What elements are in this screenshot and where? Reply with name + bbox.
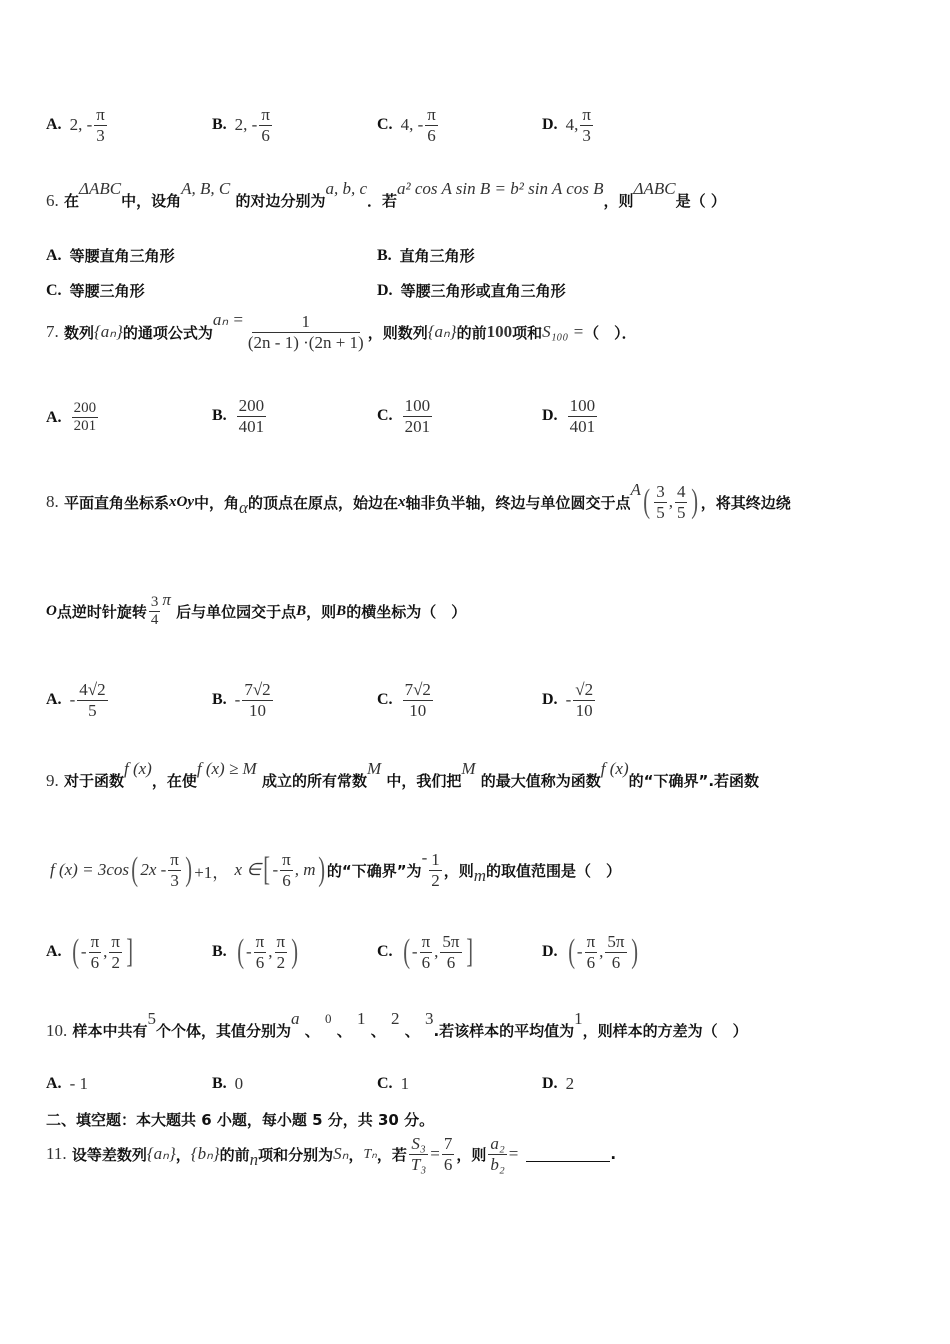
text: ， xyxy=(175,1145,191,1164)
q5-option-a[interactable] xyxy=(46,105,109,145)
bracket: ] xyxy=(465,933,473,971)
numerator: π xyxy=(586,932,596,951)
option-label: D. xyxy=(542,1075,558,1092)
text: 在 xyxy=(63,192,79,210)
fraction xyxy=(280,850,293,890)
math: {aₙ} xyxy=(427,322,457,342)
question-number: 10. xyxy=(46,1020,68,1040)
bracket: ) xyxy=(630,933,638,971)
q9-option-b[interactable]: B. ( - $\frac{\pi}{6}$ , $\frac{\pi}{2}$ ) xyxy=(212,932,299,972)
option-label: A. xyxy=(46,943,62,961)
q6-stem xyxy=(46,178,726,211)
numerator: π xyxy=(255,932,265,951)
math: m xyxy=(473,866,487,886)
math: f (x) = 3cos xyxy=(50,860,129,880)
denominator: 2 xyxy=(111,952,120,972)
right-paren: ) xyxy=(317,851,325,889)
q7-option-c[interactable] xyxy=(377,396,434,436)
numerator: 100 xyxy=(569,396,596,415)
q7-option-a[interactable] xyxy=(46,400,100,436)
denominator: 6 xyxy=(446,952,456,972)
q10-option-b[interactable] xyxy=(212,1074,243,1094)
numerator: π xyxy=(111,932,120,951)
bracket: ( xyxy=(71,933,79,971)
math: f (x) ≥ M xyxy=(196,758,257,778)
math: = xyxy=(508,1144,519,1164)
sign: - xyxy=(272,860,279,880)
denominator: 2 xyxy=(276,952,286,972)
math: x ∈ xyxy=(234,860,262,880)
q7-stem xyxy=(46,312,637,352)
fraction xyxy=(109,932,122,972)
option-label: B. xyxy=(212,943,227,961)
fraction xyxy=(275,932,288,972)
q8-option-a[interactable] xyxy=(46,680,110,720)
denominator: 4 xyxy=(150,612,159,629)
separator: 、 xyxy=(304,1022,320,1040)
option-prefix: 2, - xyxy=(69,115,93,135)
option-label: A. xyxy=(46,116,62,134)
q6-option-b[interactable] xyxy=(377,245,475,266)
right-paren: ) xyxy=(185,851,192,889)
denominator: 6 xyxy=(282,870,291,890)
sign: - xyxy=(565,690,572,710)
text: ，则 xyxy=(456,1145,487,1164)
math: B xyxy=(296,603,307,620)
sign: - xyxy=(421,848,428,868)
text: 中，我们把 xyxy=(386,772,462,790)
text: 轴非负半轴，终边与单位圆交于点 xyxy=(405,493,631,512)
text: 的通项公式为 xyxy=(122,323,213,342)
text: ，若 xyxy=(376,1145,407,1164)
bracket: ] xyxy=(126,933,134,971)
fraction xyxy=(605,932,626,972)
denominator: b₂ xyxy=(490,1154,505,1174)
math: α xyxy=(239,498,248,518)
question-number: 7. xyxy=(46,322,59,342)
separator: 、 xyxy=(336,1022,352,1040)
option-prefix: 4, xyxy=(565,115,579,135)
numerator: π xyxy=(170,850,179,869)
fraction xyxy=(94,105,107,145)
question-number: 9. xyxy=(46,770,59,790)
math: ΔABC xyxy=(633,178,676,198)
q11-stem xyxy=(46,1134,616,1174)
text: ，在使 xyxy=(151,772,197,790)
math: ΔABC xyxy=(79,178,122,198)
math: A xyxy=(630,480,641,500)
sign: - xyxy=(234,690,241,710)
option-value: 1 xyxy=(400,1074,410,1093)
math: 2x - xyxy=(140,860,167,880)
denominator: 6 xyxy=(261,125,270,145)
text: 的取值范围是（ ） xyxy=(486,861,622,880)
bracket: ) xyxy=(291,933,299,971)
text: 的横坐标为（ ） xyxy=(346,603,467,622)
option-prefix: 2, - xyxy=(234,115,258,135)
option-label: A. xyxy=(46,246,62,264)
text: ，则样本的方差为（ ） xyxy=(582,1022,748,1040)
option-label: B. xyxy=(377,246,392,264)
left-paren: ( xyxy=(131,851,139,889)
denominator: 6 xyxy=(255,952,265,972)
text: 项和分别为 xyxy=(258,1145,334,1164)
math: f (x) xyxy=(600,758,629,778)
text: .若该样本的平均值为 xyxy=(433,1022,575,1040)
q6-option-a[interactable] xyxy=(46,245,175,266)
text: 的前 xyxy=(456,323,487,342)
q6-option-d[interactable] xyxy=(377,280,566,301)
fraction xyxy=(409,1134,428,1174)
text: ，将其终边绕 xyxy=(700,493,791,512)
math: {aₙ} xyxy=(94,322,123,342)
question-number: 6. xyxy=(46,190,59,210)
denominator: 401 xyxy=(569,416,596,436)
option-value: 2 xyxy=(565,1074,575,1093)
math: 1 xyxy=(574,1008,583,1028)
denominator: 6 xyxy=(586,952,596,972)
numerator: a₂ xyxy=(490,1134,505,1153)
fraction xyxy=(425,105,438,145)
denominator: 5 xyxy=(656,502,665,522)
sign: - xyxy=(69,690,76,710)
text: 的前 xyxy=(219,1145,250,1164)
numerator: 200 xyxy=(238,396,265,415)
denominator: 6 xyxy=(443,1154,453,1174)
text: 后与单位园交于点 xyxy=(176,603,297,622)
math: 2 xyxy=(390,1008,400,1028)
text: ．若 xyxy=(367,192,398,210)
text: . xyxy=(610,1145,617,1164)
text: 平面直角坐标系 xyxy=(63,493,169,512)
option-label: C. xyxy=(377,116,393,134)
fraction xyxy=(403,396,433,436)
math: 1 xyxy=(356,1008,366,1028)
math: A, B, C xyxy=(181,178,231,198)
math: {aₙ} xyxy=(146,1144,176,1164)
denominator: (2n - 1) ·(2n + 1) xyxy=(247,332,364,352)
text: 是（ ） xyxy=(675,192,726,210)
text: 样本中共有 xyxy=(72,1022,148,1040)
denominator: 401 xyxy=(238,416,265,436)
option-label: D. xyxy=(542,691,558,709)
q10-option-d[interactable] xyxy=(542,1074,574,1094)
fraction xyxy=(440,932,461,972)
denominator: 10 xyxy=(249,700,267,720)
left-paren: ( xyxy=(643,483,650,521)
q9-option-c[interactable]: C. ( - $\frac{\pi}{6}$ , $\frac{5\pi}{6}$ ] xyxy=(377,932,473,972)
math: = xyxy=(430,1144,440,1164)
text: 中，设角 xyxy=(121,192,182,210)
math: a, b, c xyxy=(325,178,368,198)
fraction xyxy=(403,680,433,720)
numerator: √2 xyxy=(575,680,594,699)
fraction xyxy=(568,396,598,436)
fraction xyxy=(72,400,99,436)
denominator: 3 xyxy=(96,125,105,145)
fraction xyxy=(442,1134,455,1174)
bracket: ( xyxy=(567,933,575,971)
option-label: B. xyxy=(212,407,227,425)
fraction xyxy=(488,1134,506,1174)
q6-option-c[interactable] xyxy=(46,280,145,301)
denominator: 10 xyxy=(575,700,593,720)
option-text: 直角三角形 xyxy=(399,247,475,265)
numerator: π xyxy=(282,850,291,869)
numerator: 3 xyxy=(149,594,161,612)
math: Tₙ xyxy=(363,1146,377,1162)
fraction xyxy=(259,105,272,145)
q9-option-d[interactable]: D. ( - $\frac{\pi}{6}$ , $\frac{5\pi}{6}$ ) xyxy=(542,932,638,972)
numerator: π xyxy=(90,932,100,951)
math: {bₙ} xyxy=(190,1144,220,1164)
denominator: 6 xyxy=(611,952,621,972)
math: , m xyxy=(294,860,316,880)
bracket: ( xyxy=(402,933,410,971)
answer-blank[interactable] xyxy=(526,1147,610,1162)
option-label: D. xyxy=(377,281,393,299)
right-paren: ) xyxy=(691,483,699,521)
math: 3 xyxy=(424,1008,434,1028)
fraction xyxy=(585,932,598,972)
q9-stem-line1 xyxy=(46,758,760,791)
denominator: 3 xyxy=(582,125,591,145)
fraction xyxy=(242,680,272,720)
fraction xyxy=(168,850,181,890)
text: ，则数列 xyxy=(367,323,428,342)
text: 设等差数列 xyxy=(71,1145,147,1164)
denominator: 201 xyxy=(73,418,97,435)
denominator: T₃ xyxy=(410,1154,427,1174)
math: O xyxy=(46,603,57,620)
text: 100 xyxy=(486,322,513,342)
section-heading: 二、填空题：本大题共 6 小题，每小题 5 分，共 30 分。 xyxy=(46,1111,435,1129)
denominator: 6 xyxy=(90,952,100,972)
option-value: 0 xyxy=(234,1074,244,1093)
option-label: C. xyxy=(377,1075,393,1092)
numerator: 7 xyxy=(443,1134,453,1153)
option-label: A. xyxy=(46,1075,62,1092)
text: 的“下确界”.若函数 xyxy=(628,772,760,790)
text: 的最大值称为函数 xyxy=(480,772,601,790)
q9-stem-line2 xyxy=(50,850,621,890)
numerator: 1 xyxy=(252,312,361,333)
denominator: 3 xyxy=(170,870,179,890)
question-number: 11. xyxy=(46,1144,67,1164)
option-text: 等腰三角形 xyxy=(69,282,145,300)
denominator: 2 xyxy=(431,870,440,890)
bracket: ( xyxy=(236,933,244,971)
option-label: A. xyxy=(46,691,62,709)
denominator: 10 xyxy=(409,700,427,720)
q8-option-b[interactable] xyxy=(212,680,275,720)
math: Sₙ xyxy=(333,1144,349,1164)
q9-option-a[interactable]: A. ( - $\frac{\pi}{6}$ , $\frac{\pi}{2}$ ] xyxy=(46,932,134,972)
option-label: C. xyxy=(46,281,62,299)
option-label: C. xyxy=(377,407,393,425)
fraction xyxy=(89,932,102,972)
option-label: D. xyxy=(542,943,558,961)
numerator: π xyxy=(276,932,286,951)
text: 的顶点在原点，始边在 xyxy=(247,493,398,512)
text: 中，角 xyxy=(194,493,240,512)
text: ，则 xyxy=(306,603,337,622)
denominator: 5 xyxy=(676,502,686,522)
numerator: 5π xyxy=(607,932,625,951)
text: 成立的所有常数 xyxy=(261,772,367,790)
q10-option-a[interactable] xyxy=(46,1074,88,1094)
q10-stem xyxy=(46,1008,748,1041)
text: 数列 xyxy=(63,323,94,342)
math: a xyxy=(291,1008,300,1028)
option-label: C. xyxy=(377,943,393,961)
option-label: B. xyxy=(212,1075,227,1092)
text: 的对边分别为 xyxy=(235,192,326,210)
math: x xyxy=(397,493,406,510)
numerator: 7√2 xyxy=(244,680,271,699)
text: ，则 xyxy=(603,192,634,210)
option-prefix: 4, - xyxy=(400,115,424,135)
denominator: 6 xyxy=(427,125,436,145)
option-label: C. xyxy=(377,691,393,709)
math: M xyxy=(461,758,476,778)
numerator: π xyxy=(582,105,591,124)
option-label: B. xyxy=(212,116,227,134)
denominator: 6 xyxy=(421,952,431,972)
numerator: S₃ xyxy=(411,1134,426,1153)
math: π xyxy=(162,589,171,609)
numerator: 4√2 xyxy=(79,680,106,699)
left-bracket: [ xyxy=(263,851,271,889)
math: B xyxy=(336,603,347,620)
numerator: 7√2 xyxy=(404,680,431,699)
text: （ ）． xyxy=(584,323,637,342)
q8-option-c[interactable] xyxy=(377,680,435,720)
separator: 、 xyxy=(370,1022,386,1040)
fraction xyxy=(573,680,595,720)
q5-option-d[interactable] xyxy=(542,105,595,145)
fraction xyxy=(246,312,366,352)
numerator: π xyxy=(261,105,270,124)
q5-option-b[interactable] xyxy=(212,105,274,145)
option-label: A. xyxy=(46,408,62,426)
option-label: D. xyxy=(542,407,558,425)
numerator: π xyxy=(421,932,431,951)
numerator: π xyxy=(427,105,436,124)
text: 对于函数 xyxy=(63,772,124,790)
q8-option-d[interactable] xyxy=(542,680,597,720)
q7-option-b[interactable] xyxy=(212,396,268,436)
math: +1， xyxy=(194,862,230,882)
fraction xyxy=(420,932,433,972)
math: f (x) xyxy=(124,758,152,778)
math: aₙ = xyxy=(212,310,244,330)
fraction xyxy=(254,932,267,972)
text: 的“下确界”为 xyxy=(326,861,422,880)
option-value: - 1 xyxy=(69,1074,88,1093)
fraction xyxy=(149,594,161,630)
numerator: 4 xyxy=(676,482,686,501)
math: n xyxy=(249,1150,259,1170)
numerator: 3 xyxy=(656,482,665,501)
fraction xyxy=(654,482,667,522)
math-equation: a² cos A sin B = b² sin A cos B xyxy=(397,178,604,198)
math: 0 xyxy=(325,1010,332,1026)
q8-stem-line1: 8. 平面直角坐标系 xOy 中，角 α 的顶点在原点，始边在 x 轴非负半轴，终边与单位圆交于点 A ( $\frac{3}{5}$ , $\frac{4}{5}$ ) ，将其终边绕 xyxy=(46,480,791,522)
fraction xyxy=(77,680,107,720)
math: 5 xyxy=(147,1008,156,1028)
q8-stem-line2 xyxy=(46,589,467,630)
numerator: 1 xyxy=(431,850,440,869)
text: ，则 xyxy=(443,861,474,880)
separator: 、 xyxy=(404,1022,420,1040)
option-text: 等腰三角形或直角三角形 xyxy=(400,282,566,300)
q5-option-c[interactable] xyxy=(377,105,440,145)
text: 个个体，其值分别为 xyxy=(156,1022,292,1040)
fraction xyxy=(429,850,442,890)
option-label: B. xyxy=(212,691,227,709)
text: 点逆时针旋转 xyxy=(56,603,147,622)
fraction xyxy=(675,482,688,522)
text: ， xyxy=(348,1145,364,1164)
numerator: π xyxy=(96,105,105,124)
math: xOy xyxy=(169,493,194,510)
fraction xyxy=(580,105,593,145)
numerator: 5π xyxy=(442,932,460,951)
denominator: 5 xyxy=(88,700,97,720)
question-number: 8. xyxy=(46,492,59,512)
fraction xyxy=(237,396,267,436)
option-label: D. xyxy=(542,116,558,134)
option-text: 等腰直角三角形 xyxy=(69,247,175,265)
q7-option-d[interactable] xyxy=(542,396,599,436)
q10-option-c[interactable] xyxy=(377,1074,409,1094)
math: S₁₀₀ = xyxy=(542,322,585,342)
text: 项和 xyxy=(512,323,543,342)
numerator: 100 xyxy=(404,396,431,415)
numerator: 200 xyxy=(72,400,99,418)
math: M xyxy=(366,758,382,778)
denominator: 201 xyxy=(404,416,431,436)
